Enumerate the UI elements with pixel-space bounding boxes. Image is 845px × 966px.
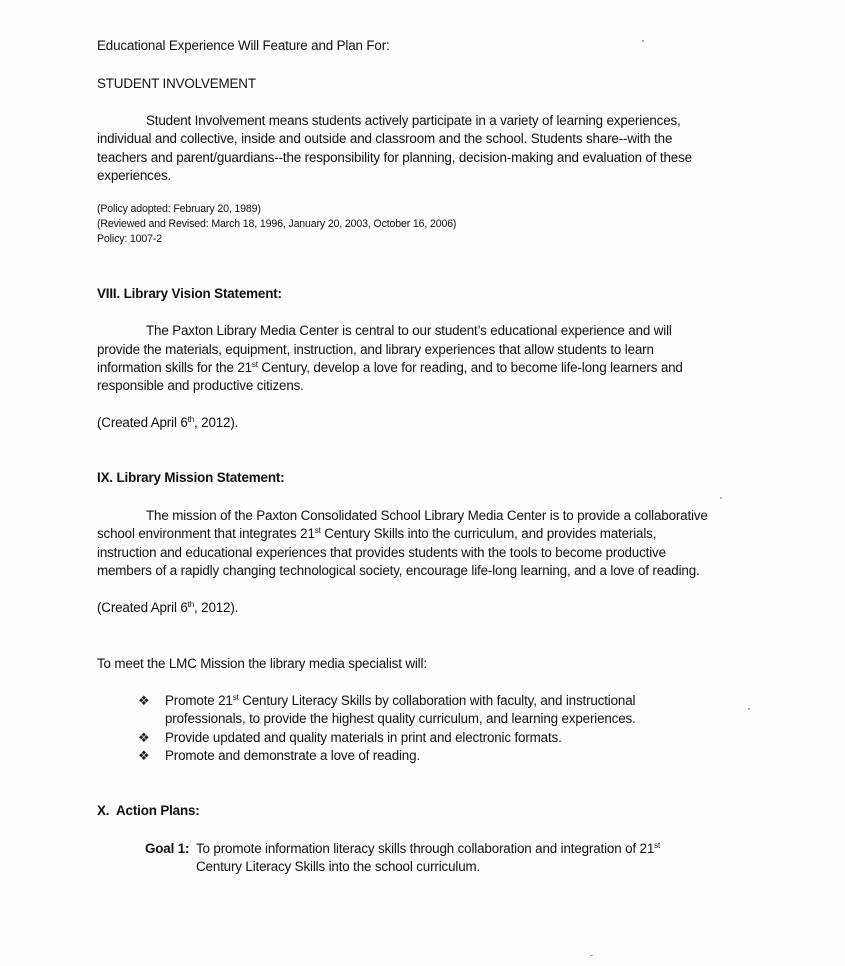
text: information skills for the 21 bbox=[97, 360, 252, 375]
vision-line-2: provide the materials, equipment, instruction, and library experiences that allow students to learn bbox=[97, 342, 654, 357]
lmc-bullet-2 bbox=[138, 729, 562, 747]
text: Century Skills into the curriculum, and provides materials, bbox=[320, 526, 657, 541]
vision-line-1 bbox=[97, 322, 672, 340]
diamond-bullet-icon: ❖ bbox=[138, 748, 150, 763]
mission-line-4: members of a rapidly changing technological society, encourage life-long learning, and a love of reading. bbox=[97, 563, 700, 578]
vision-line-4: responsible and productive citizens. bbox=[97, 378, 304, 393]
header-line: Educational Experience Will Feature and Plan For: bbox=[97, 38, 390, 53]
text: Provide updated and quality materials in print and electronic formats. bbox=[165, 730, 562, 745]
diamond-bullet-icon: ❖ bbox=[138, 693, 150, 708]
text: Century Literacy Skills into the school curriculum. bbox=[196, 859, 481, 874]
mission-line-1 bbox=[97, 507, 708, 525]
mission-created-date bbox=[97, 599, 238, 617]
goal-1 bbox=[145, 840, 660, 858]
vision-created-date bbox=[97, 414, 238, 432]
scan-speck bbox=[642, 40, 644, 42]
student-involvement-line-3: teachers and parent/guardians--the responsibility for planning, decision-making and evaluation of these bbox=[97, 150, 692, 165]
text: The Paxton Library Media Center is central to our student’s educational experience and will bbox=[146, 323, 672, 338]
text: Promote 21 bbox=[165, 693, 233, 708]
action-plans-heading: X. Action Plans: bbox=[97, 803, 200, 818]
student-involvement-heading: STUDENT INVOLVEMENT bbox=[97, 76, 256, 91]
policy-revised: (Reviewed and Revised: March 18, 1996, January 20, 2003, October 16, 2006) bbox=[97, 218, 457, 230]
superscript: st bbox=[314, 526, 321, 535]
mission-line-3: instruction and educational experiences that provides students with the tools to become productive bbox=[97, 545, 666, 560]
scan-speck bbox=[748, 708, 750, 710]
scan-speck bbox=[720, 497, 722, 499]
text: Century Literacy Skills by collaboration with faculty, and instructional bbox=[238, 693, 636, 708]
student-involvement-line-4: experiences. bbox=[97, 168, 172, 183]
text: Student Involvement means students actively participate in a variety of learning experiences, bbox=[146, 113, 681, 128]
student-involvement-line-1 bbox=[97, 112, 681, 130]
lmc-bullet-3 bbox=[138, 747, 420, 765]
text: To promote information literacy skills through collaboration and integration of 21 bbox=[196, 841, 655, 856]
mission-line-2 bbox=[97, 525, 656, 543]
superscript: th bbox=[187, 600, 195, 609]
lmc-bullet-1-continuation: professionals, to provide the highest quality curriculum, and learning experiences. bbox=[165, 711, 636, 726]
text: The mission of the Paxton Consolidated School Library Media Center is to provide a collaborative bbox=[146, 508, 708, 523]
goal-label: Goal 1: bbox=[145, 841, 190, 856]
text: Promote and demonstrate a love of reading. bbox=[165, 748, 420, 763]
text: school environment that integrates 21 bbox=[97, 526, 315, 541]
vision-line-3 bbox=[97, 359, 683, 377]
lmc-intro: To meet the LMC Mission the library media specialist will: bbox=[97, 656, 427, 671]
vision-heading: VIII. Library Vision Statement: bbox=[97, 286, 282, 301]
superscript: st bbox=[654, 841, 661, 850]
scan-speck bbox=[590, 955, 593, 956]
policy-number: Policy: 1007-2 bbox=[97, 233, 163, 245]
superscript: th bbox=[187, 415, 195, 424]
text: , 2012). bbox=[194, 600, 239, 615]
superscript: st bbox=[232, 693, 239, 702]
mission-heading: IX. Library Mission Statement: bbox=[97, 470, 285, 485]
text: , 2012). bbox=[194, 415, 239, 430]
text: (Created April 6 bbox=[97, 415, 188, 430]
policy-adopted: (Policy adopted: February 20, 1989) bbox=[97, 203, 261, 215]
text: (Created April 6 bbox=[97, 600, 188, 615]
student-involvement-line-2: individual and collective, inside and outside and classroom and the school. Students share--with the bbox=[97, 131, 673, 146]
diamond-bullet-icon: ❖ bbox=[138, 730, 150, 745]
goal-1-continuation bbox=[145, 858, 480, 876]
text: Century, develop a love for reading, and to become life-long learners and bbox=[257, 360, 683, 375]
lmc-bullet-1 bbox=[138, 692, 635, 710]
superscript: st bbox=[251, 360, 258, 369]
